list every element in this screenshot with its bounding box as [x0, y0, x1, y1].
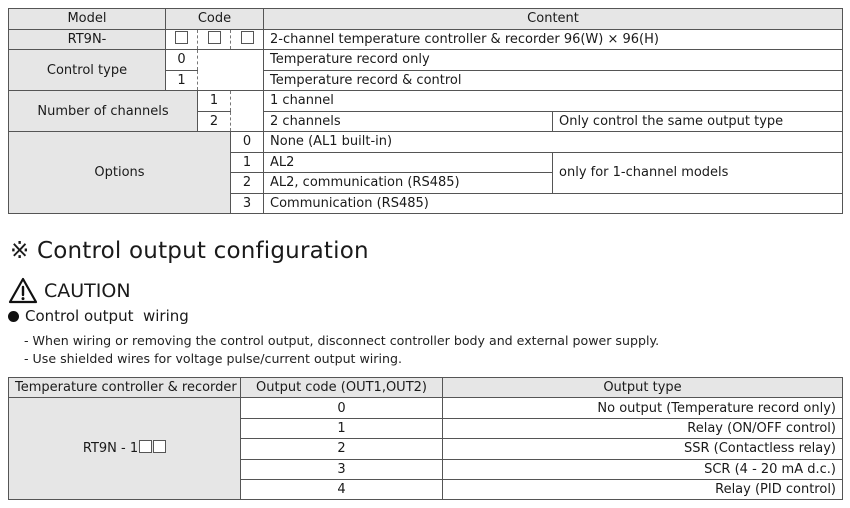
wiring-note: - When wiring or removing the control output, disconnect controller body and external power supply. [24, 333, 660, 348]
header-output-type: Output type [443, 378, 843, 398]
control-type-content: Temperature record & control [264, 70, 843, 91]
options-content: AL2, communication (RS485) [264, 173, 553, 194]
header-code: Code [166, 9, 264, 30]
wiring-title: Control output wiring [25, 307, 189, 325]
output-type: SCR (4 - 20 mA d.c.) [443, 459, 843, 479]
output-type: Relay (ON/OFF control) [443, 418, 843, 438]
wiring-note: - Use shielded wires for voltage pulse/current output wiring. [24, 351, 402, 366]
channels-note: Only control the same output type [553, 111, 843, 132]
output-code: 4 [241, 479, 443, 499]
model-description: 2-channel temperature controller & recorder 96(W) × 96(H) [264, 29, 843, 50]
header-output-code: Output code (OUT1,OUT2) [241, 378, 443, 398]
header-controller: Temperature controller & recorder [9, 378, 241, 398]
channels-label: Number of channels [9, 91, 198, 132]
model-code-table [8, 8, 843, 214]
header-content: Content [264, 9, 843, 30]
options-note: only for 1-channel models [553, 152, 843, 193]
options-code: 1 [231, 152, 264, 173]
output-code: 1 [241, 418, 443, 438]
model-name: RT9N- [9, 29, 166, 50]
caution-label: CAUTION [44, 279, 131, 302]
output-type: Relay (PID control) [443, 479, 843, 499]
options-label: Options [9, 132, 231, 214]
channels-content: 2 channels [264, 111, 553, 132]
code-box-2 [198, 29, 231, 50]
code-box-1 [166, 29, 198, 50]
output-code-table [8, 377, 843, 500]
options-code: 0 [231, 132, 264, 153]
channels-content: 1 channel [264, 91, 843, 112]
control-type-label: Control type [9, 50, 166, 91]
section-title: ※ Control output configuration [10, 238, 369, 264]
output-type: No output (Temperature record only) [443, 398, 843, 418]
wiring-heading [8, 307, 189, 325]
control-type-code: 1 [166, 70, 198, 91]
channels-code: 1 [198, 91, 231, 112]
options-content: Communication (RS485) [264, 193, 843, 214]
output-code: 0 [241, 398, 443, 418]
options-content: AL2 [264, 152, 553, 173]
output-code: 3 [241, 459, 443, 479]
warning-triangle-icon [8, 277, 38, 304]
options-code: 3 [231, 193, 264, 214]
controller-model: RT9N - 1 [9, 398, 241, 500]
control-type-content: Temperature record only [264, 50, 843, 71]
header-model: Model [9, 9, 166, 30]
options-content: None (AL1 built-in) [264, 132, 843, 153]
code-box-3 [231, 29, 264, 50]
bullet-icon [8, 311, 19, 322]
options-code: 2 [231, 173, 264, 194]
channels-code: 2 [198, 111, 231, 132]
caution-heading [8, 277, 131, 304]
control-type-code: 0 [166, 50, 198, 71]
output-type: SSR (Contactless relay) [443, 439, 843, 459]
output-code: 2 [241, 439, 443, 459]
